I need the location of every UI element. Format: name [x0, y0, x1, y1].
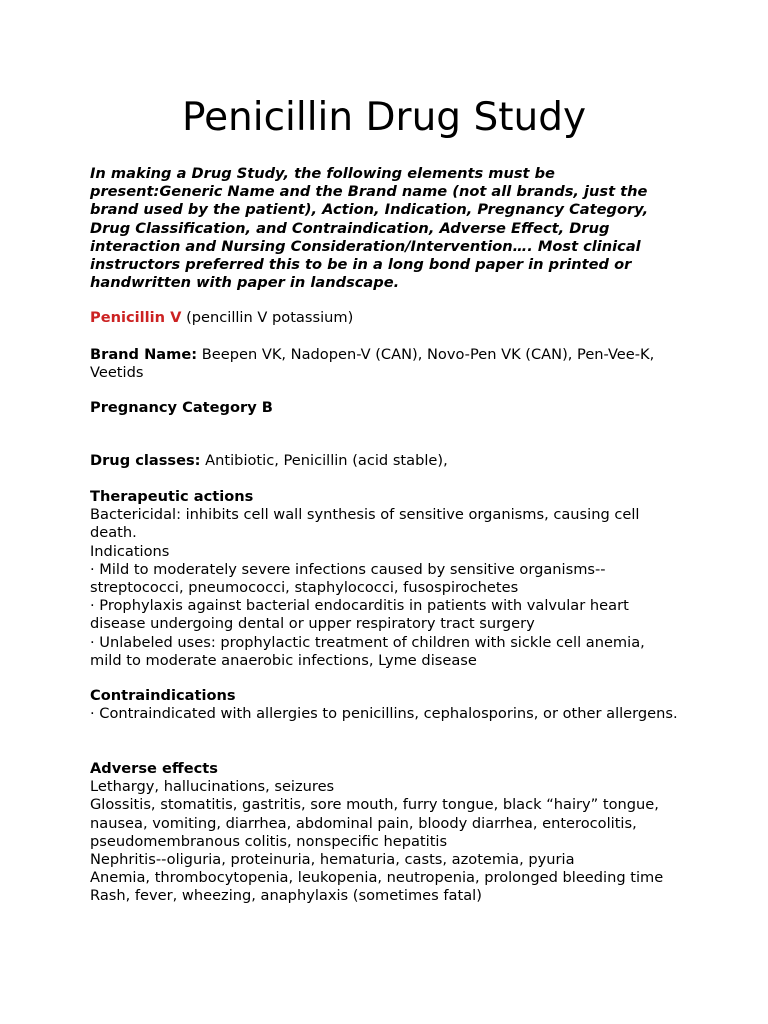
drug-name: Penicillin V: [90, 309, 182, 326]
page-title: Penicillin Drug Study: [181, 95, 587, 140]
adverse-effects-section: [90, 760, 680, 906]
drug-generic: (pencillin V potassium): [186, 309, 354, 326]
indication-item: · Prophylaxis against bacterial endocarditis in patients with valvular heart disease undergoing dental or upper respiratory tract surgery: [90, 597, 629, 633]
brand-name-line: [90, 346, 680, 382]
therapeutic-heading: Therapeutic actions: [90, 488, 254, 505]
adverse-item: Lethargy, hallucinations, seizures: [90, 778, 335, 796]
brand-label: Brand Name:: [90, 346, 198, 363]
drug-name-line: [90, 309, 680, 327]
adverse-item: Glossitis, stomatitis, gastritis, sore mouth, furry tongue, black “hairy” tongue, nausea, vomiting, diarrhea, abdominal pain, bloody diarrhea, enterocolitis, pseudomembranous colitis, nonspecific hepatitis: [90, 796, 659, 850]
indication-item: · Mild to moderately severe infections caused by sensitive organisms--streptococci, pneumococci, staphylococci, fusospirochetes: [90, 560, 606, 597]
brand-value: Beepen VK, Nadopen-V (CAN), Novo-Pen VK (CAN), Pen-Vee-K, Veetids: [90, 346, 655, 382]
intro-paragraph: In making a Drug Study, the following elements must be present:Generic Name and the Brand name (not all brands, just the brand used by the patient), Action, Indication, Pregnancy Category, Drug Classification, and Contraindication, Adverse Effect, Drug interaction and Nursing Consideration/Intervention…. Most clinical instructors preferred this to be in a long bond paper in printed or handwritten with paper in landscape.: [90, 165, 649, 292]
drug-classes-line: [90, 452, 680, 470]
drug-classes-value: Antibiotic, Penicillin (acid stable),: [205, 452, 448, 469]
adverse-item: Nephritis--oliguria, proteinuria, hematuria, casts, azotemia, pyuria: [90, 851, 575, 869]
adverse-item: Rash, fever, wheezing, anaphylaxis (sometimes fatal): [90, 887, 482, 905]
contraindications-section: [90, 687, 680, 723]
therapeutic-text: Bactericidal: inhibits cell wall synthesis of sensitive organisms, causing cell death.: [90, 506, 640, 542]
pregnancy-category: Pregnancy Category B: [90, 399, 273, 416]
drug-classes-label: Drug classes:: [90, 452, 201, 469]
adverse-heading: Adverse effects: [90, 760, 218, 777]
indications-heading: Indications: [90, 542, 170, 560]
therapeutic-section: [90, 488, 680, 670]
contraindications-heading: Contraindications: [90, 687, 236, 704]
contraindication-item: · Contraindicated with allergies to penicillins, cephalosporins, or other allergens.: [90, 705, 678, 723]
adverse-item: Anemia, thrombocytopenia, leukopenia, neutropenia, prolonged bleeding time: [90, 869, 664, 887]
indication-item: · Unlabeled uses: prophylactic treatment of children with sickle cell anemia, mild to moderate anaerobic infections, Lyme disease: [90, 633, 645, 669]
